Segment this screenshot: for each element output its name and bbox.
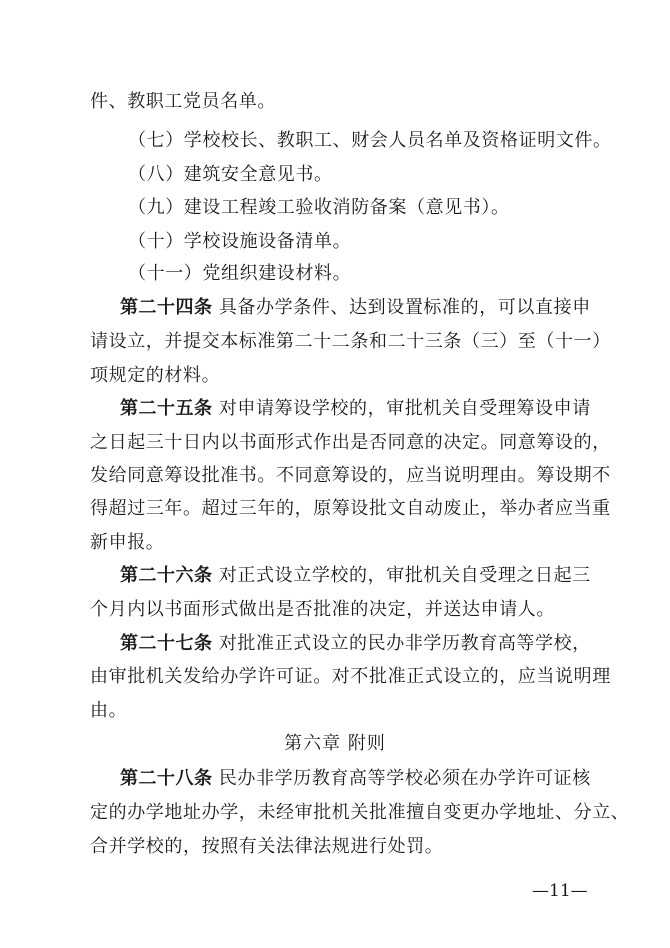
article-24-line: 请设立，并提交本标准第二十二条和二十三条（三）至（十一）: [90, 331, 611, 352]
list-item: （八）建筑安全意见书。: [128, 164, 333, 185]
article-28-title: 第二十八条: [120, 768, 213, 789]
list-item: （九）建设工程竣工验收消防备案（意见书）。: [128, 197, 510, 218]
article-26-line: [120, 564, 591, 588]
list-item: （十）学校设施设备清单。: [128, 231, 352, 252]
article-28-line: [120, 767, 591, 791]
article-24-line: [120, 296, 591, 320]
article-24-line: 项规定的材料。: [90, 365, 221, 386]
article-27-line: 由。: [90, 700, 128, 721]
article-26-title: 第二十六条: [120, 565, 213, 586]
article-24-text: 具备办学条件、达到设置标准的，可以直接申: [212, 297, 591, 318]
article-25-line: 之日起三十日内以书面形式作出是否同意的决定。同意筹设的，: [90, 432, 611, 453]
article-25-text: 对申请筹设学校的，审批机关自受理筹设申请: [212, 398, 591, 419]
page-number: —11—: [532, 881, 588, 901]
article-27-line: [120, 632, 591, 656]
article-28-line: 合并学校的，按照有关法律法规进行处罚。: [90, 836, 444, 857]
article-25-line: 发给同意筹设批准书。不同意筹设的，应当说明理由。筹设期不: [90, 465, 611, 486]
article-27-title: 第二十七条: [120, 633, 213, 654]
article-28-line: 定的办学地址办学，未经审批机关批准擅自变更办学地址、分立、: [90, 802, 630, 823]
chapter-heading: 第六章 附则: [284, 733, 386, 754]
article-24-title: 第二十四条: [120, 297, 213, 318]
article-27-text: 对批准正式设立的民办非学历教育高等学校，: [212, 633, 591, 654]
article-25-line: 新申报。: [90, 532, 165, 553]
article-27-line: 由审批机关发给办学许可证。对不批准正式设立的，应当说明理: [90, 666, 611, 687]
list-item: （七）学校校长、教职工、财会人员名单及资格证明文件。: [128, 130, 612, 151]
text-line: 件、教职工党员名单。: [90, 91, 276, 112]
article-26-line: 个月内以书面形式做出是否批准的决定，并送达申请人。: [90, 599, 555, 620]
article-25-title: 第二十五条: [120, 398, 213, 419]
list-item: （十一）党组织建设材料。: [128, 263, 352, 284]
article-28-text: 民办非学历教育高等学校必须在办学许可证核: [212, 768, 591, 789]
article-25-line: [120, 397, 591, 421]
article-25-line: 得超过三年。超过三年的，原筹设批文自动废止，举办者应当重: [90, 498, 611, 519]
article-26-text: 对正式设立学校的，审批机关自受理之日起三: [212, 565, 591, 586]
